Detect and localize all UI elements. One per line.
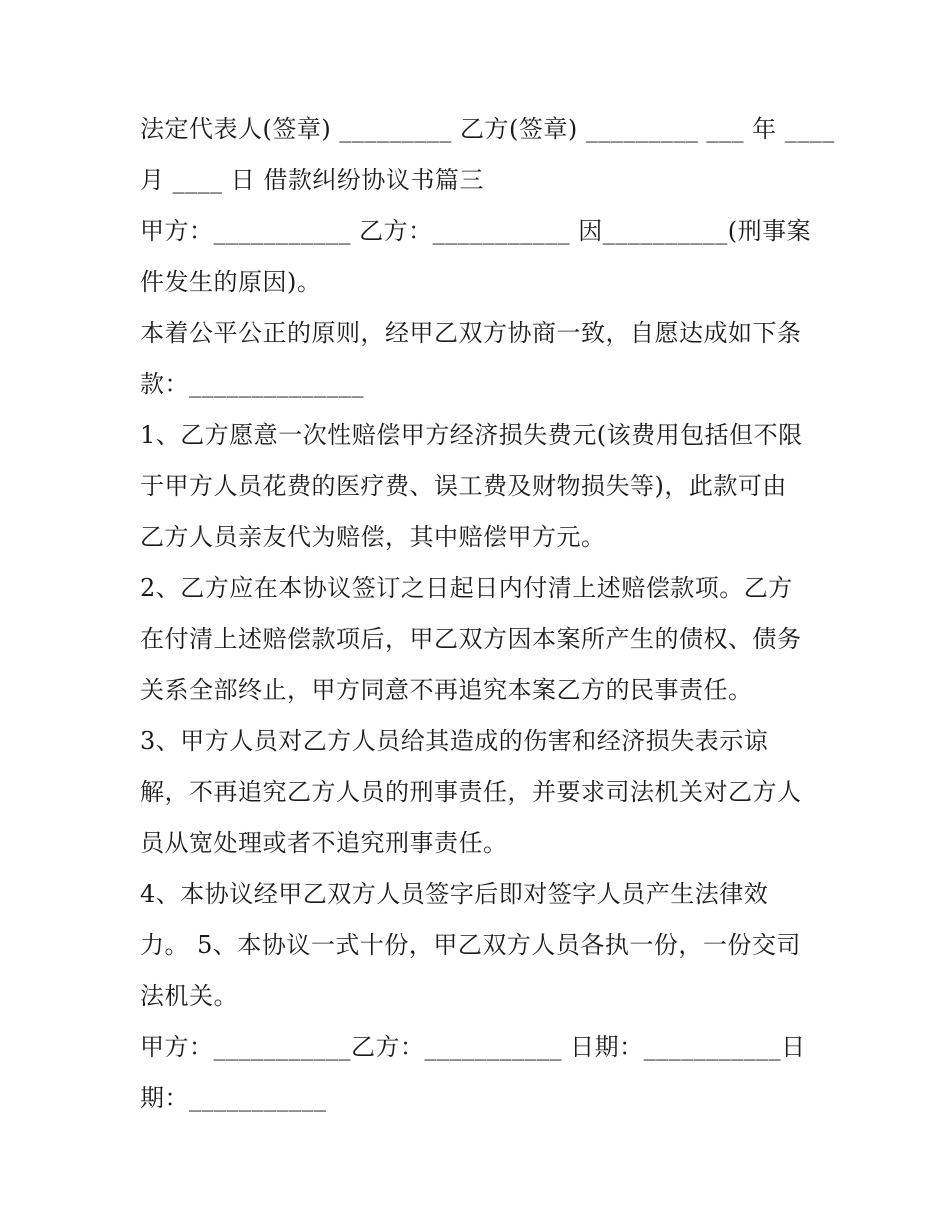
text-line: 4、本协议经甲乙双方人员签字后即对签字人员产生法律效 <box>140 880 769 908</box>
text-line: 乙方人员亲友代为赔偿，其中赔偿甲方元。 <box>140 523 606 551</box>
text-line: 款：______________ <box>140 370 364 398</box>
text-line: 3、甲方人员对乙方人员给其造成的伤害和经济损失表示谅 <box>140 727 769 755</box>
text-line: 于甲方人员花费的医疗费、误工费及财物损失等)，此款可由 <box>140 472 787 500</box>
text-line: 1、乙方愿意一次性赔偿甲方经济损失费元(该费用包括但不限 <box>140 421 803 449</box>
text-line: 解，不再追究乙方人员的刑事责任，并要求司法机关对乙方人 <box>140 778 802 806</box>
text-line: 月 ____ 日 借款纠纷协议书篇三 <box>140 166 484 194</box>
text-line: 在付清上述赔偿款项后，甲乙双方因本案所产生的债权、债务 <box>140 625 802 653</box>
text-line: 本着公平公正的原则，经甲乙双方协商一致，自愿达成如下条 <box>140 319 802 347</box>
text-line: 员从宽处理或者不追究刑事责任。 <box>140 829 508 857</box>
text-line: 件发生的原因)。 <box>140 268 322 296</box>
text-line: 2、乙方应在本协议签订之日起日内付清上述赔偿款项。乙方 <box>140 574 793 602</box>
text-line: 甲方：___________ 乙方：___________ 因__________(刑事案 <box>140 217 812 245</box>
text-line: 力。 5、本协议一式十份，甲乙双方人员各执一份，一份交司 <box>140 931 801 959</box>
document-page <box>140 104 835 1124</box>
text-line: 期：___________ <box>140 1084 327 1112</box>
text-line: 甲方：___________乙方：___________ 日期：___________日 <box>140 1033 806 1061</box>
text-line: 关系全部终止，甲方同意不再追究本案乙方的民事责任。 <box>140 676 753 704</box>
text-line: 法机关。 <box>140 982 238 1010</box>
text-line: 法定代表人(签章) _________ 乙方(签章) _________ ___ 年 ____ <box>140 115 835 143</box>
